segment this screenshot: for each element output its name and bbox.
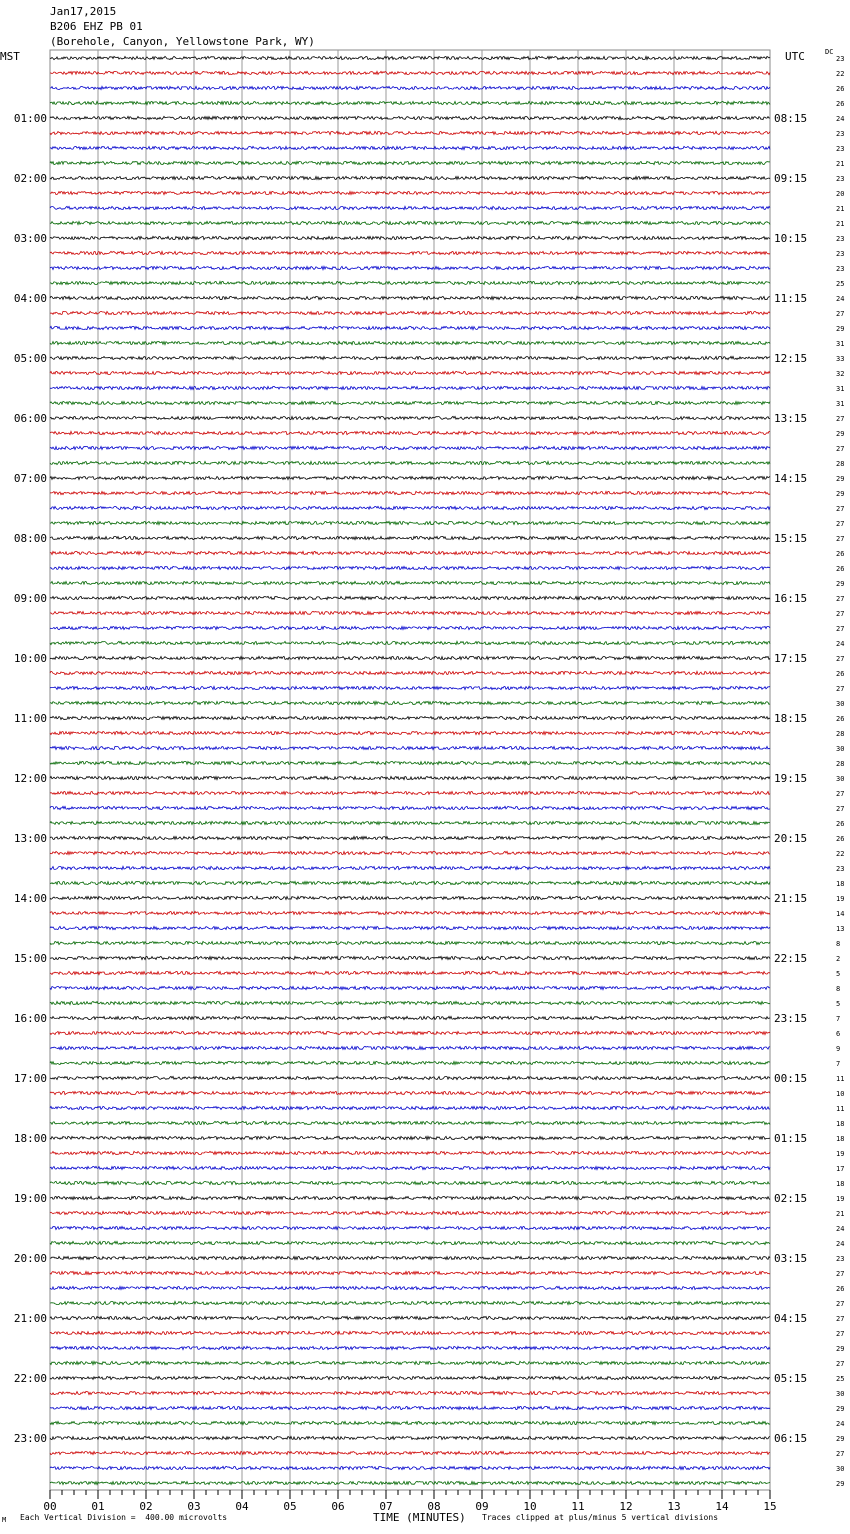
seismic-trace <box>50 1076 770 1079</box>
dc-offset-value: 19 <box>836 1195 845 1203</box>
seismic-trace <box>50 116 770 119</box>
dc-offset-value: 18 <box>836 880 845 888</box>
seismic-trace <box>50 56 770 59</box>
dc-offset-value: 26 <box>836 85 845 93</box>
utc-hour-label: 20:15 <box>774 832 808 845</box>
utc-hour-label: 12:15 <box>774 352 808 365</box>
dc-offset-value: 27 <box>836 790 845 798</box>
dc-offset-value: 18 <box>836 1180 845 1188</box>
x-tick-label: 08 <box>427 1500 441 1513</box>
seismic-trace <box>50 1196 770 1199</box>
dc-offset-value: 29 <box>836 430 845 438</box>
seismic-trace <box>50 101 770 104</box>
mst-hour-label: 22:00 <box>13 1372 47 1385</box>
dc-offset-value: 14 <box>836 910 845 918</box>
mst-hour-label: 15:00 <box>13 952 47 965</box>
x-tick-label: 01 <box>91 1500 105 1513</box>
seismic-trace <box>50 941 770 944</box>
seismic-trace <box>50 1001 770 1004</box>
seismic-trace <box>50 746 770 749</box>
mst-hour-label: 02:00 <box>13 172 47 185</box>
dc-offset-value: 28 <box>836 730 845 738</box>
dc-offset-value: 2 <box>836 955 841 963</box>
x-tick-label: 05 <box>283 1500 297 1513</box>
dc-offset-value: 25 <box>836 280 845 288</box>
seismic-trace <box>50 371 770 374</box>
dc-offset-value: 30 <box>836 700 845 708</box>
dc-offset-value: 18 <box>836 1135 845 1143</box>
mst-hour-label: 17:00 <box>13 1072 47 1085</box>
dc-offset-value: 5 <box>836 1000 841 1008</box>
dc-offset-value: 21 <box>836 1210 845 1218</box>
x-tick-label: 00 <box>43 1500 57 1513</box>
dc-offset-value: 20 <box>836 190 845 198</box>
dc-offset-value: 23 <box>836 235 845 243</box>
utc-hour-label: 01:15 <box>774 1132 808 1145</box>
utc-hour-label: 16:15 <box>774 592 808 605</box>
seismic-trace <box>50 1451 770 1454</box>
seismic-trace <box>50 506 770 509</box>
dc-offset-value: 13 <box>836 925 845 933</box>
dc-offset-value: 11 <box>836 1105 845 1113</box>
dc-offset-value: 7 <box>836 1015 841 1023</box>
dc-offset-value: 24 <box>836 115 845 123</box>
seismic-trace <box>50 416 770 419</box>
dc-offset-value: 24 <box>836 640 845 648</box>
seismic-trace <box>50 356 770 359</box>
seismic-trace <box>50 1106 770 1109</box>
utc-hour-label: 11:15 <box>774 292 808 305</box>
seismic-trace <box>50 446 770 449</box>
dc-offset-value: 18 <box>836 1120 845 1128</box>
mst-hour-label: 18:00 <box>13 1132 47 1145</box>
dc-offset-value: 27 <box>836 1270 845 1278</box>
x-tick-label: 07 <box>379 1500 393 1513</box>
dc-offset-value: 23 <box>836 265 845 273</box>
mst-hour-label: 16:00 <box>13 1012 47 1025</box>
mst-hour-label: 14:00 <box>13 892 47 905</box>
seismic-trace <box>50 1241 770 1244</box>
seismic-trace <box>50 851 770 854</box>
utc-hour-label: 15:15 <box>774 532 808 545</box>
dc-offset-value: 8 <box>836 985 841 993</box>
seismic-trace <box>50 896 770 899</box>
right-timezone-label: UTC <box>785 50 805 63</box>
dc-offset-value: 23 <box>836 865 845 873</box>
dc-offset-value: 17 <box>836 1165 845 1173</box>
seismic-trace <box>50 536 770 539</box>
seismic-trace <box>50 176 770 179</box>
seismic-trace <box>50 1016 770 1019</box>
seismic-trace <box>50 1136 770 1139</box>
dc-offset-value: 24 <box>836 1225 845 1233</box>
seismic-trace <box>50 1301 770 1304</box>
dc-offset-value: 28 <box>836 760 845 768</box>
mst-hour-label: 07:00 <box>13 472 47 485</box>
seismic-trace <box>50 1316 770 1319</box>
x-tick-label: 03 <box>187 1500 201 1513</box>
seismic-trace <box>50 1256 770 1259</box>
x-tick-label: 06 <box>331 1500 345 1513</box>
mst-hour-label: 20:00 <box>13 1252 47 1265</box>
seismic-trace <box>50 1226 770 1229</box>
seismic-trace <box>50 881 770 884</box>
seismic-trace <box>50 1331 770 1334</box>
dc-offset-value: 6 <box>836 1030 841 1038</box>
utc-hour-label: 05:15 <box>774 1372 808 1385</box>
dc-offset-value: 28 <box>836 460 845 468</box>
dc-offset-value: 25 <box>836 1375 845 1383</box>
mst-hour-label: 08:00 <box>13 532 47 545</box>
dc-offset-value: 27 <box>836 1450 845 1458</box>
dc-offset-value: 29 <box>836 1480 845 1488</box>
utc-hour-label: 14:15 <box>774 472 808 485</box>
seismic-trace <box>50 986 770 989</box>
dc-offset-value: 23 <box>836 145 845 153</box>
dc-offset-value: 11 <box>836 1075 845 1083</box>
seismic-trace <box>50 296 770 299</box>
dc-offset-value: 27 <box>836 505 845 513</box>
dc-offset-value: 26 <box>836 670 845 678</box>
seismic-trace <box>50 1121 770 1124</box>
seismic-trace <box>50 161 770 164</box>
seismic-trace <box>50 1391 770 1394</box>
x-tick-label: 15 <box>763 1500 777 1513</box>
seismic-trace <box>50 716 770 719</box>
mst-hour-label: 12:00 <box>13 772 47 785</box>
seismic-trace <box>50 206 770 209</box>
utc-hour-label: 04:15 <box>774 1312 808 1325</box>
dc-offset-value: 21 <box>836 160 845 168</box>
seismic-trace <box>50 686 770 689</box>
utc-hour-label: 13:15 <box>774 412 808 425</box>
mst-hour-label: 06:00 <box>13 412 47 425</box>
utc-hour-label: 03:15 <box>774 1252 808 1265</box>
dc-offset-value: 29 <box>836 1405 845 1413</box>
seismic-trace <box>50 1346 770 1349</box>
dc-offset-value: 26 <box>836 820 845 828</box>
seismic-trace <box>50 311 770 314</box>
seismic-trace <box>50 221 770 224</box>
seismic-trace <box>50 1271 770 1274</box>
dc-offset-value: 23 <box>836 175 845 183</box>
dc-offset-value: 29 <box>836 325 845 333</box>
seismic-trace <box>50 761 770 764</box>
dc-offset-value: 19 <box>836 895 845 903</box>
utc-hour-label: 22:15 <box>774 952 808 965</box>
seismic-trace <box>50 701 770 704</box>
dc-offset-value: 27 <box>836 310 845 318</box>
seismic-trace <box>50 836 770 839</box>
dc-offset-value: 27 <box>836 445 845 453</box>
seismic-trace <box>50 86 770 89</box>
seismic-trace <box>50 431 770 434</box>
mst-hour-label: 19:00 <box>13 1192 47 1205</box>
dc-offset-value: 32 <box>836 370 845 378</box>
seismic-trace <box>50 491 770 494</box>
station-location: (Borehole, Canyon, Yellowstone Park, WY) <box>50 35 315 48</box>
seismic-trace <box>50 971 770 974</box>
dc-offset-value: 23 <box>836 55 845 63</box>
dc-offset-value: 24 <box>836 1420 845 1428</box>
dc-offset-value: 8 <box>836 940 841 948</box>
seismic-trace <box>50 1046 770 1049</box>
x-tick-label: 10 <box>523 1500 537 1513</box>
seismic-trace <box>50 236 770 239</box>
dc-offset-value: 27 <box>836 625 845 633</box>
vertical-division-note: Each Vertical Division = 400.00 microvolts <box>20 1513 228 1522</box>
seismic-trace <box>50 1181 770 1184</box>
seismic-trace <box>50 911 770 914</box>
dc-offset-value: 29 <box>836 1345 845 1353</box>
dc-offset-value: 29 <box>836 1435 845 1443</box>
seismic-trace <box>50 386 770 389</box>
utc-hour-label: 08:15 <box>774 112 808 125</box>
mst-hour-label: 21:00 <box>13 1312 47 1325</box>
seismic-trace <box>50 1421 770 1424</box>
dc-offset-value: 26 <box>836 565 845 573</box>
seismic-trace <box>50 191 770 194</box>
seismic-trace <box>50 1436 770 1439</box>
x-tick-label: 04 <box>235 1500 249 1513</box>
seismic-trace <box>50 521 770 524</box>
seismic-trace <box>50 806 770 809</box>
utc-hour-label: 10:15 <box>774 232 808 245</box>
seismic-trace <box>50 731 770 734</box>
dc-offset-value: 27 <box>836 520 845 528</box>
dc-offset-value: 22 <box>836 70 845 78</box>
mst-hour-label: 09:00 <box>13 592 47 605</box>
utc-hour-label: 06:15 <box>774 1432 808 1445</box>
dc-offset-value: 23 <box>836 250 845 258</box>
seismic-trace <box>50 1286 770 1289</box>
mst-hour-label: 13:00 <box>13 832 47 845</box>
utc-hour-label: 23:15 <box>774 1012 808 1025</box>
x-tick-label: 12 <box>619 1500 633 1513</box>
dc-offset-value: 21 <box>836 220 845 228</box>
seismic-trace <box>50 551 770 554</box>
dc-offset-value: 7 <box>836 1060 841 1068</box>
dc-offset-value: 27 <box>836 1300 845 1308</box>
seismic-trace <box>50 476 770 479</box>
dc-offset-value: 26 <box>836 835 845 843</box>
seismic-trace <box>50 326 770 329</box>
seismic-trace <box>50 1361 770 1364</box>
dc-offset-value: 10 <box>836 1090 845 1098</box>
dc-offset-value: 33 <box>836 355 845 363</box>
dc-offset-value: 27 <box>836 685 845 693</box>
seismic-trace <box>50 1091 770 1094</box>
utc-hour-label: 18:15 <box>774 712 808 725</box>
dc-offset-value: 21 <box>836 205 845 213</box>
mst-hour-label: 01:00 <box>13 112 47 125</box>
seismic-trace <box>50 461 770 464</box>
seismic-trace <box>50 266 770 269</box>
seismic-trace <box>50 596 770 599</box>
dc-offset-value: 29 <box>836 475 845 483</box>
x-tick-label: 14 <box>715 1500 729 1513</box>
dc-offset-value: 31 <box>836 385 845 393</box>
dc-offset-value: 27 <box>836 595 845 603</box>
seismic-trace <box>50 1466 770 1469</box>
dc-offset-value: 27 <box>836 1360 845 1368</box>
seismic-trace <box>50 1376 770 1379</box>
utc-hour-label: 21:15 <box>774 892 808 905</box>
x-axis-label: TIME (MINUTES) <box>373 1511 466 1524</box>
seismic-trace <box>50 926 770 929</box>
mst-hour-label: 11:00 <box>13 712 47 725</box>
seismic-trace <box>50 656 770 659</box>
x-tick-label: 13 <box>667 1500 681 1513</box>
station-id: B206 EHZ PB 01 <box>50 20 143 33</box>
dc-offset-value: 30 <box>836 745 845 753</box>
seismic-trace <box>50 566 770 569</box>
dc-offset-header: DC <box>825 48 834 56</box>
seismic-trace <box>50 1151 770 1154</box>
x-tick-label: 02 <box>139 1500 153 1513</box>
dc-offset-value: 27 <box>836 1315 845 1323</box>
mst-hour-label: 04:00 <box>13 292 47 305</box>
seismic-trace <box>50 626 770 629</box>
seismic-trace <box>50 341 770 344</box>
seismic-trace <box>50 581 770 584</box>
seismic-trace <box>50 671 770 674</box>
dc-offset-value: 23 <box>836 1255 845 1263</box>
dc-offset-value: 26 <box>836 1285 845 1293</box>
seismic-trace <box>50 866 770 869</box>
seismic-trace <box>50 146 770 149</box>
dc-offset-value: 24 <box>836 295 845 303</box>
seismic-trace <box>50 131 770 134</box>
dc-offset-value: 19 <box>836 1150 845 1158</box>
left-timezone-label: MST <box>0 50 20 63</box>
dc-offset-value: 31 <box>836 400 845 408</box>
dc-offset-value: 26 <box>836 550 845 558</box>
seismic-trace <box>50 1031 770 1034</box>
utc-hour-label: 02:15 <box>774 1192 808 1205</box>
utc-hour-label: 09:15 <box>774 172 808 185</box>
mst-hour-label: 05:00 <box>13 352 47 365</box>
plot-date: Jan17,2015 <box>50 5 117 18</box>
footer-mark: M <box>2 1516 7 1524</box>
x-tick-label: 09 <box>475 1500 489 1513</box>
seismic-trace <box>50 611 770 614</box>
dc-offset-value: 29 <box>836 580 845 588</box>
seismic-trace <box>50 1061 770 1064</box>
mst-hour-label: 03:00 <box>13 232 47 245</box>
dc-offset-value: 30 <box>836 775 845 783</box>
dc-offset-value: 27 <box>836 610 845 618</box>
dc-offset-value: 27 <box>836 415 845 423</box>
seismic-trace <box>50 956 770 959</box>
dc-offset-value: 31 <box>836 340 845 348</box>
dc-offset-value: 26 <box>836 715 845 723</box>
seismic-trace <box>50 1166 770 1169</box>
dc-offset-value: 24 <box>836 1240 845 1248</box>
seismic-trace <box>50 281 770 284</box>
utc-hour-label: 17:15 <box>774 652 808 665</box>
x-tick-label: 11 <box>571 1500 585 1513</box>
dc-offset-value: 22 <box>836 850 845 858</box>
dc-offset-value: 27 <box>836 1330 845 1338</box>
clip-note: Traces clipped at plus/minus 5 vertical divisions <box>482 1513 719 1522</box>
dc-offset-value: 29 <box>836 490 845 498</box>
seismic-trace <box>50 791 770 794</box>
mst-hour-label: 23:00 <box>13 1432 47 1445</box>
seismic-trace <box>50 821 770 824</box>
seismic-trace <box>50 641 770 644</box>
seismic-trace <box>50 1406 770 1409</box>
seismic-trace <box>50 776 770 779</box>
dc-offset-value: 27 <box>836 805 845 813</box>
dc-offset-value: 30 <box>836 1390 845 1398</box>
dc-offset-value: 5 <box>836 970 841 978</box>
seismic-trace <box>50 401 770 404</box>
seismic-trace <box>50 1211 770 1214</box>
dc-offset-value: 27 <box>836 535 845 543</box>
mst-hour-label: 10:00 <box>13 652 47 665</box>
utc-hour-label: 19:15 <box>774 772 808 785</box>
seismic-trace <box>50 251 770 254</box>
dc-offset-value: 26 <box>836 100 845 108</box>
seismic-trace <box>50 1481 770 1484</box>
dc-offset-value: 27 <box>836 655 845 663</box>
dc-offset-value: 9 <box>836 1045 841 1053</box>
utc-hour-label: 00:15 <box>774 1072 808 1085</box>
dc-offset-value: 23 <box>836 130 845 138</box>
dc-offset-value: 30 <box>836 1465 845 1473</box>
seismic-trace <box>50 71 770 74</box>
